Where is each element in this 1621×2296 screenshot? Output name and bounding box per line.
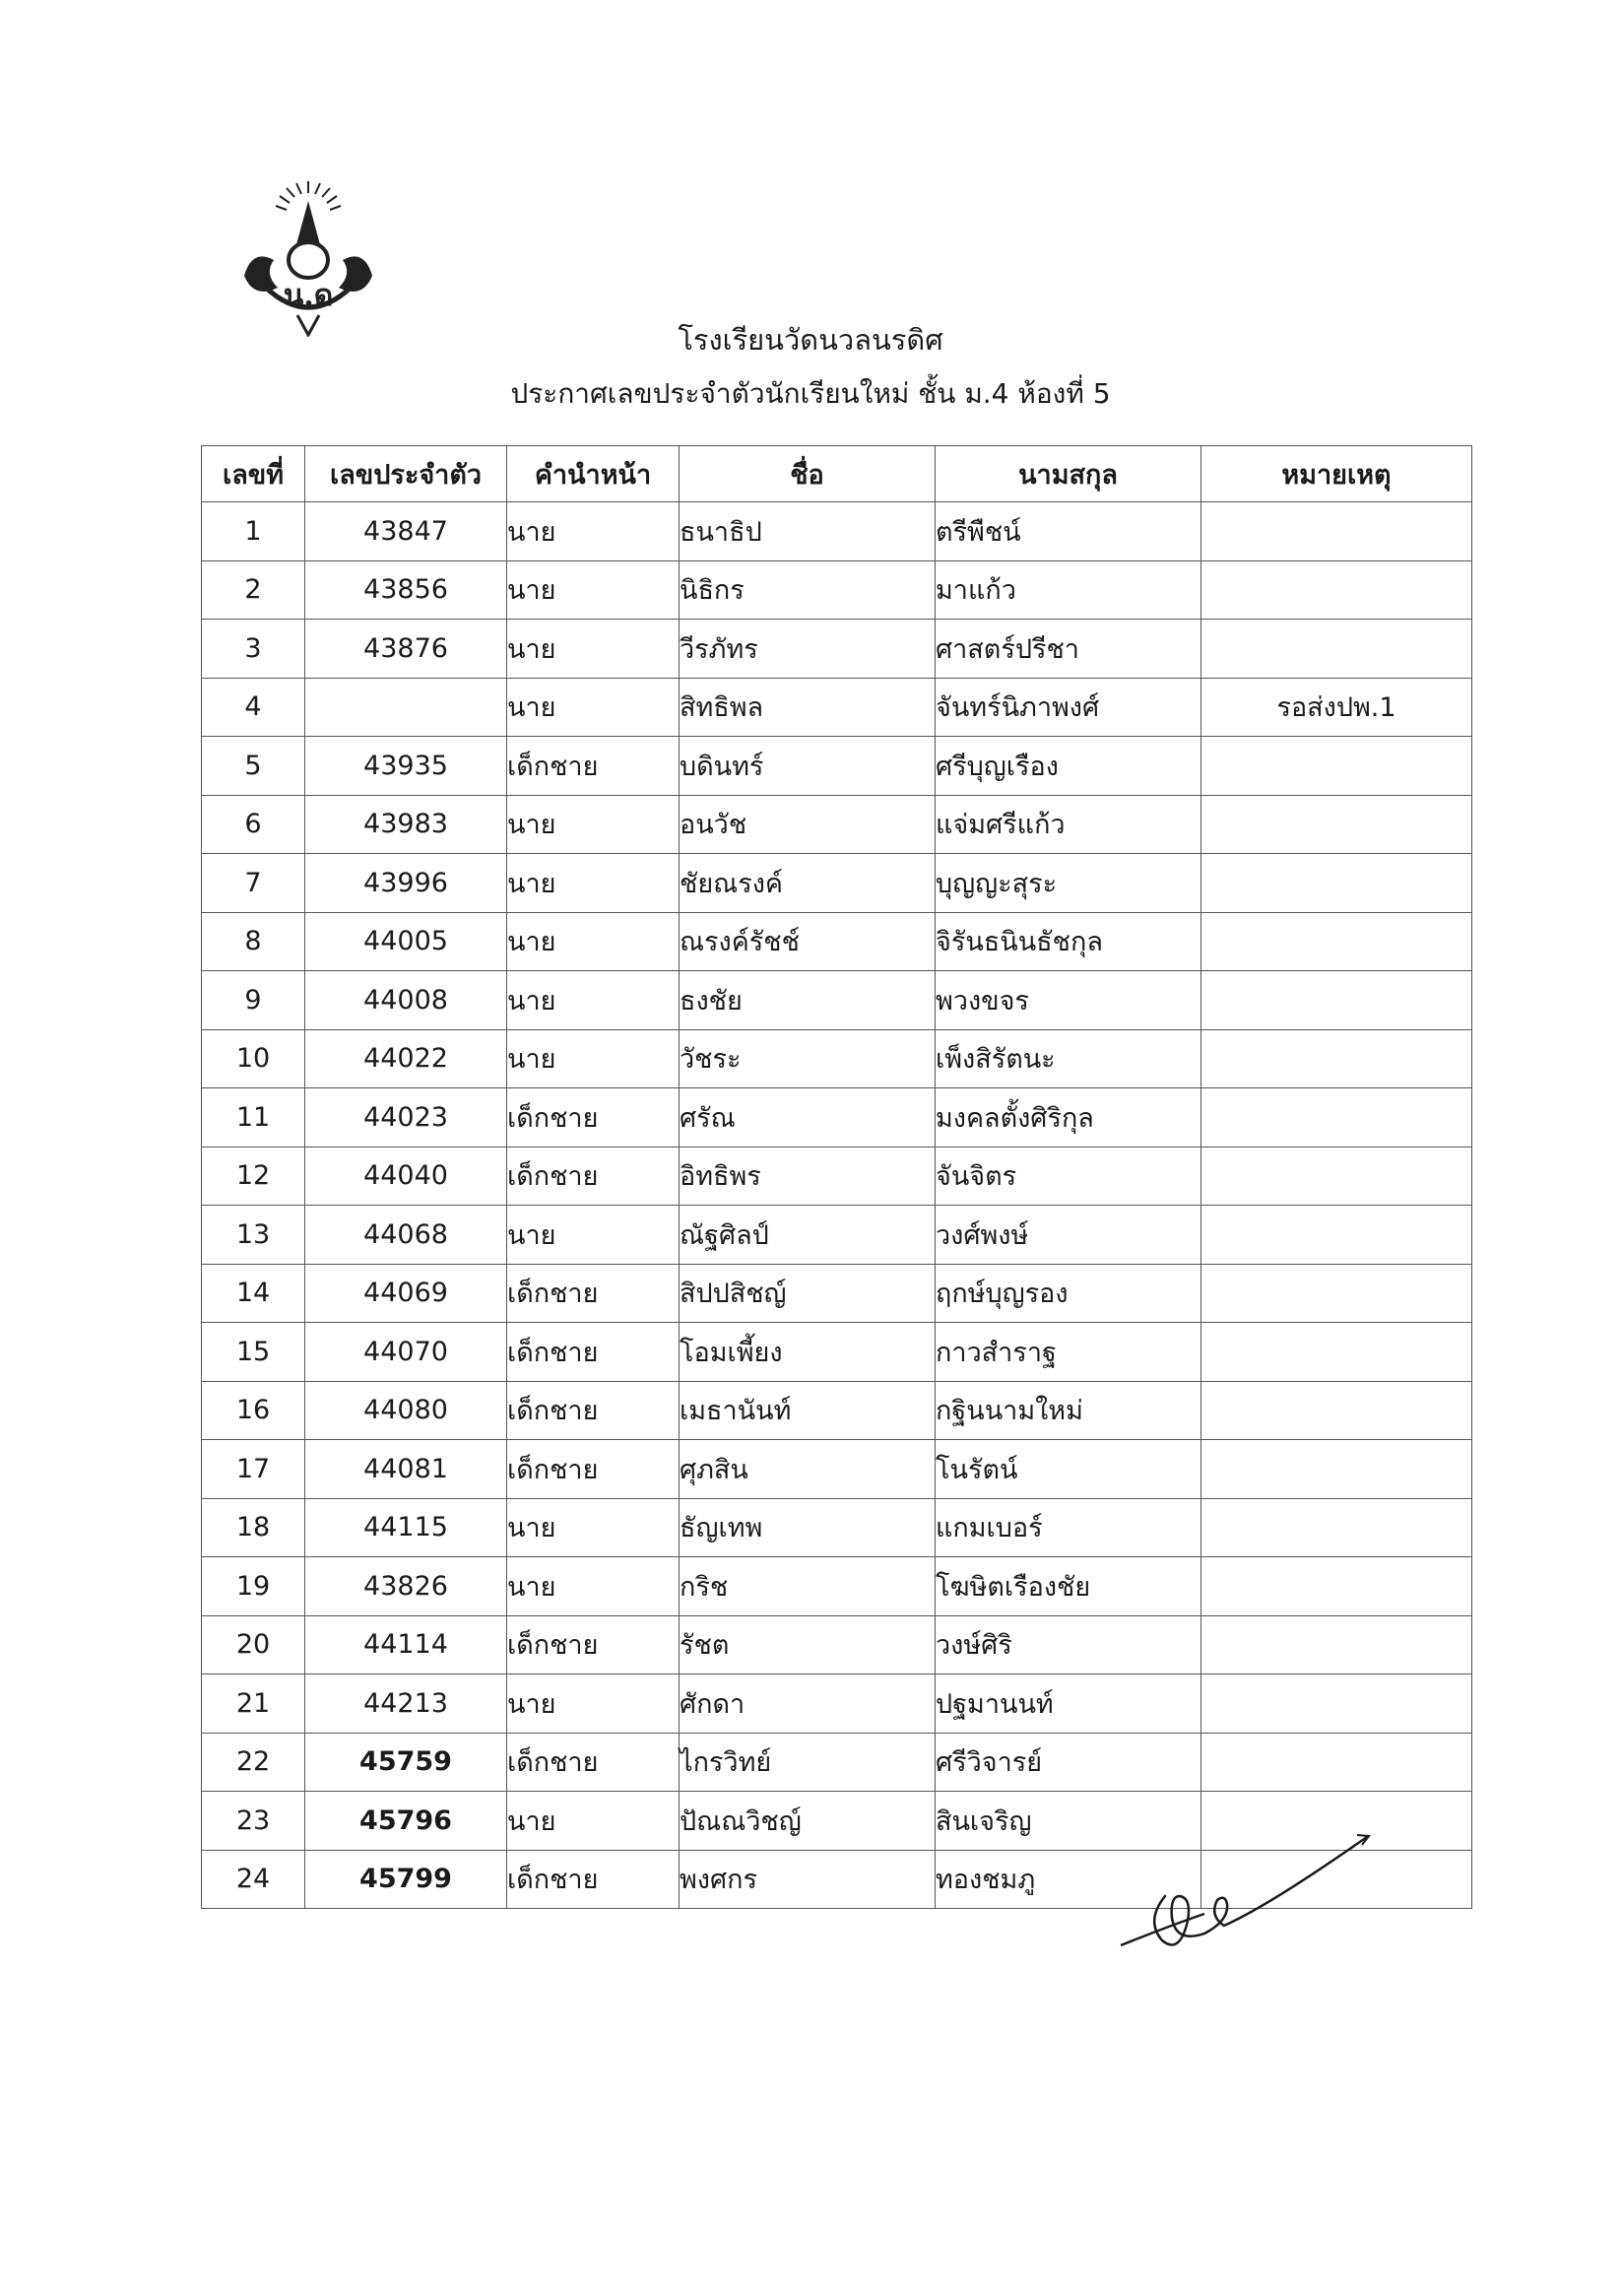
cell-first-name: ณรงค์รัชช์	[680, 912, 936, 971]
cell-last-name: โฆษิตเรืองชัย	[936, 1557, 1201, 1616]
cell-student-id: 45799	[305, 1850, 507, 1909]
cell-no: 4	[202, 678, 305, 737]
cell-student-id: 44022	[305, 1029, 507, 1088]
cell-no: 7	[202, 854, 305, 913]
cell-last-name: เพ็งสิรัตนะ	[936, 1029, 1201, 1088]
cell-prefix: นาย	[507, 1792, 680, 1851]
cell-student-id: 44080	[305, 1381, 507, 1440]
cell-no: 18	[202, 1498, 305, 1557]
cell-note	[1201, 1323, 1472, 1382]
cell-first-name: โอมเพี้ยง	[680, 1323, 936, 1382]
cell-note	[1201, 1029, 1472, 1088]
cell-prefix: เด็กชาย	[507, 1381, 680, 1440]
column-header-last-name: นามสกุล	[936, 446, 1201, 502]
cell-no: 9	[202, 971, 305, 1030]
cell-last-name: ตรีพืชน์	[936, 502, 1201, 561]
cell-note	[1201, 912, 1472, 971]
cell-note	[1201, 854, 1472, 913]
cell-note	[1201, 1557, 1472, 1616]
table-row	[202, 1323, 1472, 1382]
cell-first-name: ไกรวิทย์	[680, 1733, 936, 1792]
cell-prefix: เด็กชาย	[507, 1440, 680, 1499]
cell-first-name: สิปปสิชญ์	[680, 1264, 936, 1323]
table-row	[202, 912, 1472, 971]
cell-no: 13	[202, 1206, 305, 1265]
cell-prefix: นาย	[507, 1674, 680, 1734]
cell-note: รอส่งปพ.1	[1201, 678, 1472, 737]
signature	[1111, 1827, 1377, 1965]
table-row	[202, 1557, 1472, 1616]
cell-no: 10	[202, 1029, 305, 1088]
cell-last-name: จันจิตร	[936, 1147, 1201, 1206]
table-header-row	[202, 446, 1472, 502]
cell-last-name: สินเจริญ	[936, 1792, 1201, 1851]
cell-note	[1201, 560, 1472, 620]
table-row	[202, 737, 1472, 796]
cell-prefix: เด็กชาย	[507, 1147, 680, 1206]
table-row	[202, 1615, 1472, 1674]
cell-note	[1201, 1733, 1472, 1792]
cell-first-name: เมธานันท์	[680, 1381, 936, 1440]
column-header-student-id: เลขประจำตัว	[305, 446, 507, 502]
table-row	[202, 1147, 1472, 1206]
cell-last-name: บุญญะสุระ	[936, 854, 1201, 913]
cell-student-id: 45796	[305, 1792, 507, 1851]
cell-prefix: เด็กชาย	[507, 1088, 680, 1148]
cell-last-name: ทองชมภู	[936, 1850, 1201, 1909]
cell-first-name: อิทธิพร	[680, 1147, 936, 1206]
table-row	[202, 1264, 1472, 1323]
cell-prefix: เด็กชาย	[507, 1323, 680, 1382]
table-body	[202, 502, 1472, 1909]
cell-note	[1201, 1440, 1472, 1499]
cell-first-name: อนวัช	[680, 795, 936, 854]
cell-first-name: ธนาธิป	[680, 502, 936, 561]
cell-last-name: ปฐมานนท์	[936, 1674, 1201, 1734]
cell-last-name: ศรีบุญเรือง	[936, 737, 1201, 796]
table-row	[202, 1206, 1472, 1265]
cell-prefix: เด็กชาย	[507, 1733, 680, 1792]
cell-student-id: 43935	[305, 737, 507, 796]
cell-no: 16	[202, 1381, 305, 1440]
cell-prefix: นาย	[507, 971, 680, 1030]
cell-note	[1201, 1381, 1472, 1440]
cell-prefix: นาย	[507, 1206, 680, 1265]
cell-student-id: 44213	[305, 1674, 507, 1734]
cell-note	[1201, 1498, 1472, 1557]
cell-last-name: จิรันธนินธัชกุล	[936, 912, 1201, 971]
cell-student-id: 45759	[305, 1733, 507, 1792]
cell-note	[1201, 502, 1472, 561]
cell-no: 3	[202, 620, 305, 679]
cell-student-id: 44081	[305, 1440, 507, 1499]
cell-prefix: เด็กชาย	[507, 1615, 680, 1674]
cell-last-name: วงศ์พงษ์	[936, 1206, 1201, 1265]
cell-student-id: 44070	[305, 1323, 507, 1382]
cell-first-name: ศรัณ	[680, 1088, 936, 1148]
school-name: โรงเรียนวัดนวลนรดิศ	[678, 323, 943, 357]
cell-no: 14	[202, 1264, 305, 1323]
column-header-no: เลขที่	[202, 446, 305, 502]
cell-note	[1201, 1674, 1472, 1734]
cell-student-id: 44115	[305, 1498, 507, 1557]
cell-first-name: สิทธิพล	[680, 678, 936, 737]
cell-student-id: 44008	[305, 971, 507, 1030]
cell-no: 11	[202, 1088, 305, 1148]
cell-first-name: กริช	[680, 1557, 936, 1616]
table-row	[202, 678, 1472, 737]
cell-first-name: ปัณณวิชญ์	[680, 1792, 936, 1851]
cell-no: 1	[202, 502, 305, 561]
cell-note	[1201, 1206, 1472, 1265]
cell-note	[1201, 620, 1472, 679]
table-row	[202, 1674, 1472, 1734]
cell-student-id: 43856	[305, 560, 507, 620]
cell-no: 21	[202, 1674, 305, 1734]
cell-student-id: 43826	[305, 1557, 507, 1616]
cell-student-id	[305, 678, 507, 737]
table-row	[202, 1029, 1472, 1088]
cell-first-name: นิธิกร	[680, 560, 936, 620]
cell-note	[1201, 1264, 1472, 1323]
cell-first-name: ธัญเทพ	[680, 1498, 936, 1557]
cell-student-id: 44068	[305, 1206, 507, 1265]
table-row	[202, 1088, 1472, 1148]
cell-note	[1201, 1615, 1472, 1674]
cell-no: 8	[202, 912, 305, 971]
cell-student-id: 43876	[305, 620, 507, 679]
column-header-first-name: ชื่อ	[680, 446, 936, 502]
school-logo	[234, 179, 382, 337]
cell-last-name: ฤกษ์บุญรอง	[936, 1264, 1201, 1323]
cell-prefix: เด็กชาย	[507, 1264, 680, 1323]
cell-student-id: 44005	[305, 912, 507, 971]
cell-last-name: พวงขจร	[936, 971, 1201, 1030]
cell-no: 12	[202, 1147, 305, 1206]
cell-first-name: ชัยณรงค์	[680, 854, 936, 913]
cell-prefix: นาย	[507, 1498, 680, 1557]
table-row	[202, 1381, 1472, 1440]
cell-first-name: บดินทร์	[680, 737, 936, 796]
cell-no: 19	[202, 1557, 305, 1616]
table-row	[202, 854, 1472, 913]
cell-last-name: กฐินนามใหม่	[936, 1381, 1201, 1440]
cell-first-name: ธงชัย	[680, 971, 936, 1030]
cell-no: 6	[202, 795, 305, 854]
cell-prefix: นาย	[507, 560, 680, 620]
cell-last-name: แจ่มศรีแก้ว	[936, 795, 1201, 854]
cell-last-name: วงษ์ศิริ	[936, 1615, 1201, 1674]
cell-first-name: ณัฐศิลป์	[680, 1206, 936, 1265]
cell-prefix: นาย	[507, 1557, 680, 1616]
cell-first-name: รัชต	[680, 1615, 936, 1674]
cell-no: 23	[202, 1792, 305, 1851]
cell-last-name: มาแก้ว	[936, 560, 1201, 620]
cell-student-id: 44069	[305, 1264, 507, 1323]
cell-no: 24	[202, 1850, 305, 1909]
cell-prefix: เด็กชาย	[507, 1850, 680, 1909]
table-row	[202, 795, 1472, 854]
cell-note	[1201, 971, 1472, 1030]
cell-prefix: เด็กชาย	[507, 737, 680, 796]
logo-text: น.ด	[283, 279, 334, 313]
cell-prefix: นาย	[507, 502, 680, 561]
cell-no: 22	[202, 1733, 305, 1792]
cell-prefix: นาย	[507, 1029, 680, 1088]
column-header-prefix: คำนำหน้า	[507, 446, 680, 502]
cell-student-id: 44040	[305, 1147, 507, 1206]
table-row	[202, 1440, 1472, 1499]
table-row	[202, 560, 1472, 620]
cell-first-name: พงศกร	[680, 1850, 936, 1909]
cell-no: 5	[202, 737, 305, 796]
announcement-title: ประกาศเลขประจำตัวนักเรียนใหม่ ชั้น ม.4 ห้องที่ 5	[510, 377, 1111, 410]
cell-last-name: จันทร์นิภาพงศ์	[936, 678, 1201, 737]
cell-last-name: ศาสตร์ปรีชา	[936, 620, 1201, 679]
cell-first-name: ศุภสิน	[680, 1440, 936, 1499]
cell-prefix: นาย	[507, 912, 680, 971]
cell-first-name: วีรภัทร	[680, 620, 936, 679]
cell-first-name: วัชระ	[680, 1029, 936, 1088]
cell-prefix: นาย	[507, 678, 680, 737]
cell-first-name: ศักดา	[680, 1674, 936, 1734]
cell-no: 20	[202, 1615, 305, 1674]
table-row	[202, 1498, 1472, 1557]
cell-prefix: นาย	[507, 620, 680, 679]
cell-last-name: โนรัตน์	[936, 1440, 1201, 1499]
cell-last-name: มงคลตั้งศิริกุล	[936, 1088, 1201, 1148]
cell-no: 2	[202, 560, 305, 620]
cell-student-id: 43847	[305, 502, 507, 561]
cell-no: 17	[202, 1440, 305, 1499]
cell-note	[1201, 1088, 1472, 1148]
cell-last-name: แกมเบอร์	[936, 1498, 1201, 1557]
cell-last-name: ศรีวิจารย์	[936, 1733, 1201, 1792]
cell-last-name: กาวสำราฐ	[936, 1323, 1201, 1382]
cell-student-id: 43983	[305, 795, 507, 854]
cell-student-id: 43996	[305, 854, 507, 913]
cell-prefix: นาย	[507, 854, 680, 913]
cell-no: 15	[202, 1323, 305, 1382]
table-row	[202, 620, 1472, 679]
table-row	[202, 502, 1472, 561]
cell-note	[1201, 737, 1472, 796]
cell-student-id: 44114	[305, 1615, 507, 1674]
column-header-note: หมายเหตุ	[1201, 446, 1472, 502]
table-row	[202, 971, 1472, 1030]
cell-student-id: 44023	[305, 1088, 507, 1148]
cell-note	[1201, 1147, 1472, 1206]
student-roster-table	[201, 445, 1472, 1909]
cell-note	[1201, 795, 1472, 854]
cell-prefix: นาย	[507, 795, 680, 854]
table-row	[202, 1733, 1472, 1792]
